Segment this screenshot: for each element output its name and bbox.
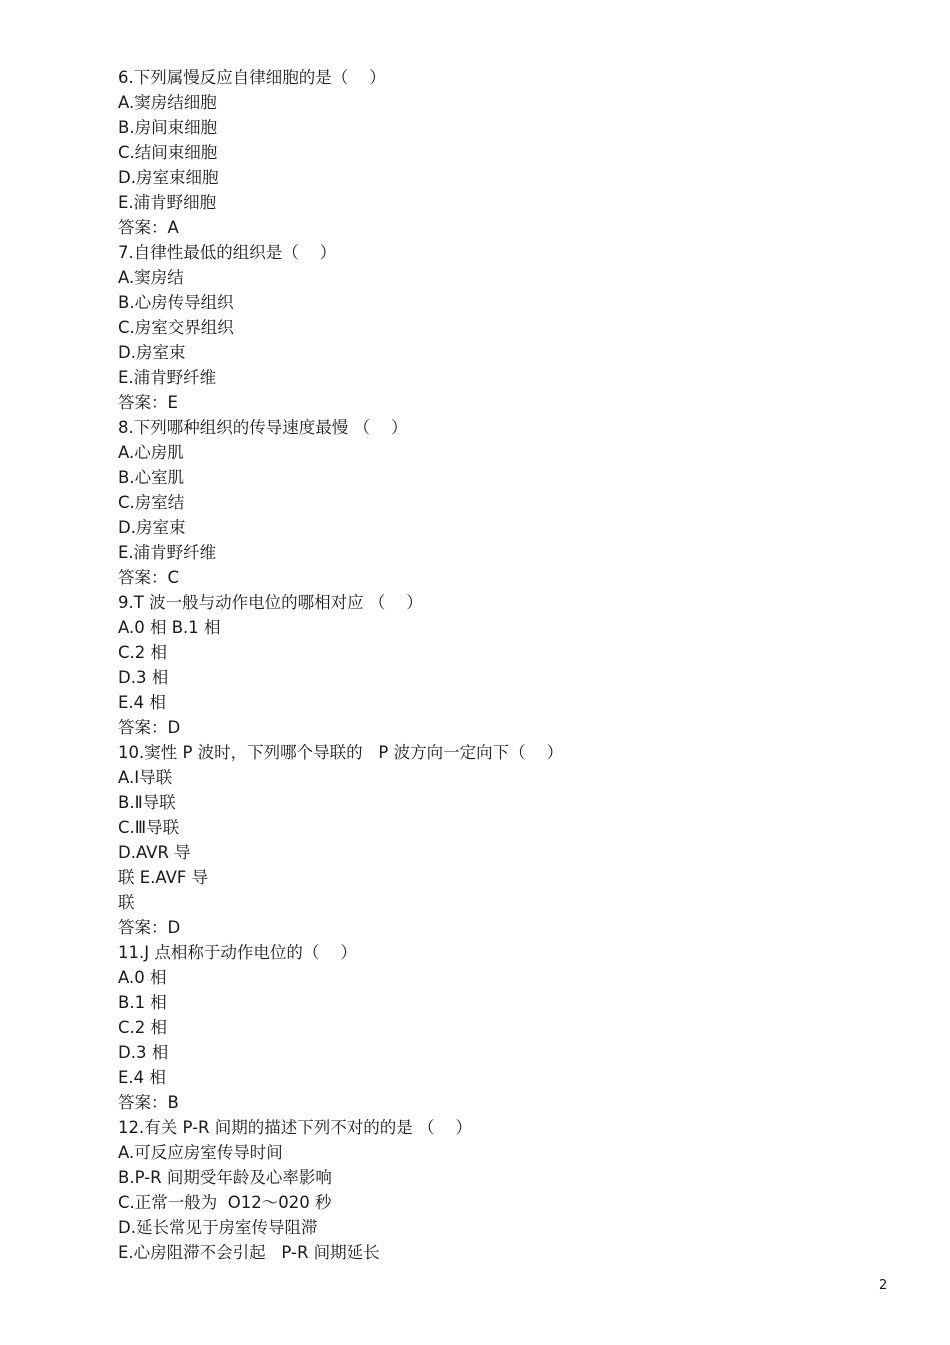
question-10-stem: 10.窦性 P 波时，下列哪个导联的 P 波方向一定向下（ ） bbox=[118, 743, 564, 762]
question-10-option-a: A.Ⅰ导联 bbox=[118, 768, 173, 787]
question-11-option-d: D.3 相 bbox=[118, 1043, 169, 1062]
page-number: 2 bbox=[879, 1278, 888, 1293]
question-10-option-d: D.AVR 导 bbox=[118, 843, 191, 862]
question-12-stem: 12.有关 P-R 间期的描述下列不对的的是 （ ） bbox=[118, 1118, 472, 1137]
question-10-option-e-cont: 联 bbox=[118, 893, 135, 912]
question-7-option-a: A.窦房结 bbox=[118, 268, 184, 287]
question-9-stem: 9.T 波一般与动作电位的哪相对应 （ ） bbox=[118, 593, 423, 612]
question-6-option-e: E.浦肯野细胞 bbox=[118, 193, 217, 212]
question-7-option-e: E.浦肯野纤维 bbox=[118, 368, 217, 387]
question-8-answer: 答案：C bbox=[118, 568, 180, 587]
question-9-answer: 答案：D bbox=[118, 718, 181, 737]
question-10-option-b: B.Ⅱ导联 bbox=[118, 793, 176, 812]
question-11-option-b: B.1 相 bbox=[118, 993, 167, 1012]
question-6-stem: 6.下列属慢反应自律细胞的是（ ） bbox=[118, 68, 386, 87]
question-6-option-c: C.结间束细胞 bbox=[118, 143, 218, 162]
question-9-option-a-b: A.0 相 B.1 相 bbox=[118, 618, 221, 637]
question-11-answer: 答案：B bbox=[118, 1093, 179, 1112]
question-8-option-d: D.房室束 bbox=[118, 518, 186, 537]
question-10-option-c: C.Ⅲ导联 bbox=[118, 818, 180, 837]
question-6-option-d: D.房室束细胞 bbox=[118, 168, 219, 187]
question-8-option-c: C.房室结 bbox=[118, 493, 185, 512]
question-7-option-d: D.房室束 bbox=[118, 343, 186, 362]
question-10-answer: 答案：D bbox=[118, 918, 181, 937]
question-12-option-d: D.延长常见于房室传导阻滞 bbox=[118, 1218, 318, 1237]
question-8-option-e: E.浦肯野纤维 bbox=[118, 543, 217, 562]
question-text-block bbox=[118, 65, 838, 1265]
question-9-option-c: C.2 相 bbox=[118, 643, 168, 662]
question-7-answer: 答案：E bbox=[118, 393, 178, 412]
question-8-stem: 8.下列哪种组织的传导速度最慢 （ ） bbox=[118, 418, 408, 437]
question-11-option-a: A.0 相 bbox=[118, 968, 167, 987]
question-11-option-e: E.4 相 bbox=[118, 1068, 166, 1087]
question-11-option-c: C.2 相 bbox=[118, 1018, 168, 1037]
question-11-stem: 11.J 点相称于动作电位的（ ） bbox=[118, 943, 357, 962]
question-10-option-e: 联 E.AVF 导 bbox=[118, 868, 209, 887]
question-6-option-b: B.房间束细胞 bbox=[118, 118, 218, 137]
question-6-answer: 答案：A bbox=[118, 218, 179, 237]
question-12-option-a: A.可反应房室传导时间 bbox=[118, 1143, 283, 1162]
question-9-option-e: E.4 相 bbox=[118, 693, 166, 712]
question-7-option-c: C.房室交界组织 bbox=[118, 318, 234, 337]
question-12-option-c: C.正常一般为 O12～020 秒 bbox=[118, 1193, 332, 1212]
question-9-option-d: D.3 相 bbox=[118, 668, 169, 687]
question-12-option-e: E.心房阻滞不会引起 P-R 间期延长 bbox=[118, 1243, 380, 1262]
question-12-option-b: B.P-R 间期受年龄及心率影响 bbox=[118, 1168, 332, 1187]
question-7-option-b: B.心房传导组织 bbox=[118, 293, 234, 312]
question-7-stem: 7.自律性最低的组织是（ ） bbox=[118, 243, 337, 262]
question-6-option-a: A.窦房结细胞 bbox=[118, 93, 217, 112]
question-8-option-a: A.心房肌 bbox=[118, 443, 184, 462]
question-8-option-b: B.心室肌 bbox=[118, 468, 185, 487]
